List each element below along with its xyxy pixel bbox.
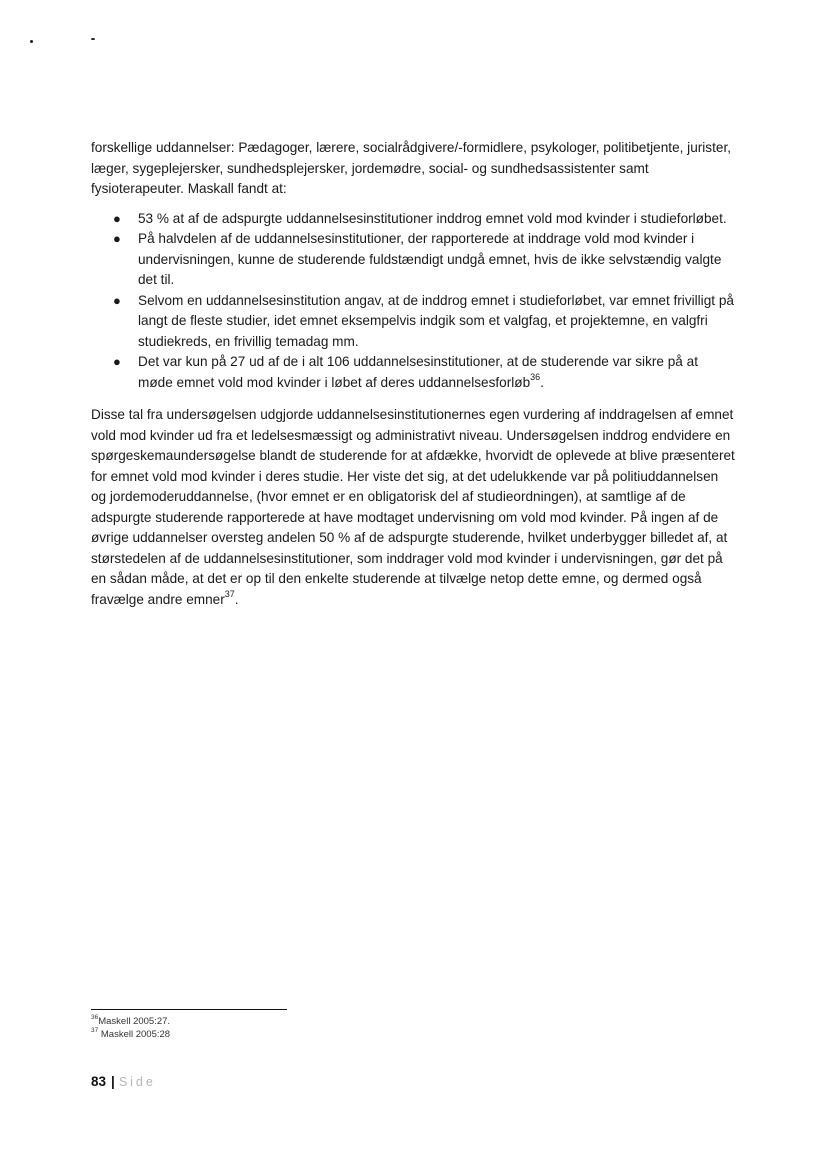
bullet-icon: ● — [113, 210, 121, 226]
footnote-text: Maskell 2005:28 — [100, 1029, 171, 1040]
bullet-icon: ● — [113, 292, 121, 308]
footer-separator: | — [111, 1074, 115, 1089]
list-item-text: På halvdelen af de uddannelsesinstitutioner, der rapporterede at inddrage vold mod kvinder i undervisningen, kunne de studerende fuldstændigt undgå emnet, hvis de ikke selvstændig valgte det til. — [138, 231, 722, 287]
body-paragraph-text: Disse tal fra undersøgelsen udgjorde uddannelsesinstitutionernes egen vurdering af inddragelsen af emnet vold mod kvinder ud fra et ledelsesmæssigt og administrativt niveau. Undersøgelsen inddrog endvidere en spørgeskemaundersøgelse blandt de studerende for at afdække, hvorvidt de oplevede at blive præsenteret for emnet vold mod kvinder i deres studie. Her viste det sig, at det udelukkende var på politiuddannelsen og jordemoderuddannelse, (hvor emnet er en obligatorisk del af studieordningen), at samtlige af de adspurgte studerende rapporterede at have modtaget undervisning om vold mod kvinder. På ingen af de øvrige uddannelser oversteg andelen 50 % af de adspurgte studerende, hvilket underbygger billedet af, at størstedelen af de uddannelsesinstitutioner, som inddrager vold mod kvinder i undervisningen, gør det på en sådan måde, at det er op til den enkelte studerende at tilvælge netop dette emne, og dermed også fravælge andre emner — [91, 407, 735, 607]
list-item-text: Det var kun på 27 ud af de i alt 106 uddannelsesinstitutioner, at de studerende var sikre på at møde emnet vold mod kvinder i løbet af deres uddannelsesforløb — [138, 354, 698, 390]
bullet-icon: ● — [113, 231, 121, 246]
intro-paragraph: forskellige uddannelser: Pædagoger, lærere, socialrådgivere/-formidlere, psykologer, politibetjente, jurister, læger, sygeplejersker, sundhedsplejersker, jordemødre, social- og sundhedsassistenter samt fysioterapeuter. Maskall fandt at: — [91, 140, 731, 196]
footer-page-word: Side — [118, 1074, 156, 1089]
sentence-end: . — [234, 591, 239, 607]
footnote-ref-36[interactable]: 36 — [530, 371, 541, 382]
list-item-text: Selvom en uddannelsesinstitution angav, at de inddrog emnet i studieforløbet, var emnet frivilligt på langt de fleste studier, idet emnet eksempelvis indgik som et valgfag, et projektemne, en valgfri studiekreds, en frivillig temadag mm. — [138, 292, 734, 349]
scan-speck — [30, 40, 33, 43]
footnotes — [91, 1015, 170, 1041]
footnote-divider — [91, 1009, 287, 1010]
bullet-icon: ● — [113, 354, 121, 369]
list-item-text: 53 % at af de adspurgte uddannelsesinstitutioner inddrog emnet vold mod kvinder i studieforløbet. — [138, 210, 727, 226]
footnote-number: 37 — [91, 1027, 99, 1035]
findings-list — [91, 209, 736, 394]
footnote-36 — [91, 1015, 170, 1028]
page-body — [91, 138, 736, 610]
list-item — [91, 229, 736, 291]
footnote-text: Maskell 2005:27. — [98, 1016, 171, 1027]
footnote-number: 36 — [91, 1014, 99, 1022]
sentence-end: . — [540, 374, 544, 390]
page-number: 83 — [91, 1074, 107, 1089]
footnote-ref-37[interactable]: 37 — [224, 588, 235, 599]
scan-speck — [91, 38, 95, 40]
page-footer — [91, 1074, 156, 1089]
list-item — [91, 352, 736, 393]
list-item — [91, 291, 736, 353]
body-paragraph — [91, 405, 736, 610]
footnote-37 — [91, 1028, 170, 1041]
list-item — [91, 209, 736, 230]
